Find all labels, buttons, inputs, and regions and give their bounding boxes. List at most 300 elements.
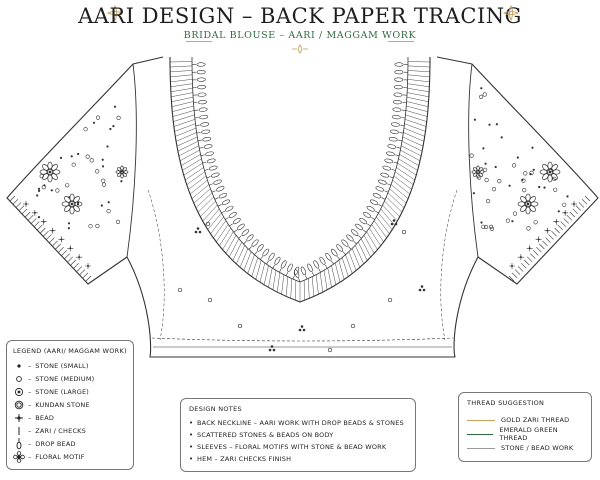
bead	[536, 236, 542, 242]
drop-bead-shape	[336, 244, 344, 253]
stone-small	[299, 329, 302, 332]
drop-bead-string	[218, 204, 222, 206]
drop-bead	[198, 137, 212, 143]
drop-bead-icon	[14, 438, 24, 450]
drop-bead	[193, 100, 206, 105]
petal	[50, 163, 58, 171]
zari-check	[80, 270, 85, 275]
drop-bead	[214, 192, 228, 201]
drop-bead-shape	[325, 252, 333, 261]
list-item: • SLEEVES – FLORAL MOTIFS WITH STONE & BEAD WORK	[189, 443, 387, 451]
zari-check	[219, 228, 230, 246]
stone-medium	[402, 230, 406, 234]
list-item: • BACK NECKLINE – AARI WORK WITH DROP BEADS & STONES	[189, 419, 404, 427]
bead	[50, 228, 56, 234]
legend-item: – DROP BEAD	[13, 437, 127, 450]
zari-check	[176, 133, 197, 142]
zari-check	[170, 66, 192, 67]
drop-bead-shape	[199, 115, 208, 119]
zari-check	[25, 212, 30, 217]
zari-check	[374, 221, 387, 238]
drop-bead	[202, 158, 216, 165]
bead-dot	[34, 212, 36, 214]
drop-bead-shape	[246, 234, 255, 242]
blouse-outline	[7, 57, 598, 357]
drop-bead-shape	[386, 151, 395, 156]
drop-bead-shape	[274, 256, 282, 265]
bead-dot	[87, 265, 89, 267]
bead	[85, 263, 91, 269]
zari-check	[400, 154, 419, 165]
zari-check	[549, 234, 554, 239]
drop-bead-string	[363, 230, 366, 232]
drop-bead-string	[203, 162, 207, 163]
stone-medium	[512, 164, 516, 168]
drop-bead-shape	[375, 186, 384, 192]
bead	[509, 263, 515, 269]
stone-cluster	[419, 285, 426, 291]
zari-check	[515, 270, 520, 275]
drop-bead-string	[375, 211, 379, 213]
drop-bead	[199, 144, 213, 150]
floral-motif-icon	[13, 451, 25, 463]
stone-medium	[65, 184, 69, 188]
petal	[122, 167, 127, 172]
bead-dot	[538, 238, 540, 240]
drop-bead	[395, 70, 408, 74]
bead	[527, 245, 533, 251]
drop-bead-shape	[355, 223, 364, 231]
notes-list	[189, 417, 407, 465]
stone-small	[419, 289, 422, 292]
stone-small	[51, 189, 53, 191]
bead-dot	[52, 230, 54, 232]
zari-check	[582, 199, 587, 204]
zari-check	[170, 62, 192, 63]
stone-small	[38, 188, 40, 190]
zari-check	[324, 270, 327, 290]
bead-dot	[78, 256, 80, 258]
drop-bead-string	[209, 184, 213, 185]
zari-check	[74, 263, 79, 268]
drop-bead-string	[286, 272, 288, 276]
zari-check	[180, 150, 200, 161]
zari-check	[194, 189, 211, 204]
bead-dot	[573, 203, 575, 205]
petal	[550, 172, 558, 180]
zari-check	[178, 141, 198, 151]
stone-small	[531, 147, 533, 149]
drop-bead-string	[382, 198, 386, 200]
zari-check	[171, 93, 193, 97]
drop-bead	[394, 85, 407, 89]
stone-small	[38, 190, 40, 192]
stone-small	[271, 345, 274, 348]
drop-bead	[192, 63, 205, 67]
zari-check	[401, 146, 421, 156]
back-neckline-work	[170, 57, 430, 302]
stone-small	[77, 203, 79, 205]
petal	[117, 172, 122, 177]
zari-check	[10, 196, 15, 201]
zari-check	[177, 137, 197, 146]
zari-check	[200, 201, 215, 217]
drop-bead	[380, 172, 394, 179]
bead	[58, 236, 64, 242]
zari-check	[213, 221, 226, 238]
drop-bead-shape	[350, 229, 359, 237]
zari-check	[521, 263, 526, 268]
bead	[41, 219, 47, 225]
zari-check	[404, 128, 425, 136]
zari-check	[407, 97, 429, 102]
zari-check	[400, 150, 420, 161]
drop-bead-shape	[199, 107, 208, 111]
stone-small	[517, 156, 519, 158]
stone-small	[395, 223, 398, 226]
drop-bead-shape	[221, 199, 230, 206]
stone-small	[195, 231, 198, 234]
drop-bead	[386, 151, 400, 157]
drop-bead-shape	[387, 144, 396, 149]
drop-bead-shape	[369, 199, 378, 206]
zari-check	[77, 266, 82, 271]
stone-medium	[238, 324, 242, 328]
drop-bead-shape	[393, 107, 402, 111]
bead	[518, 254, 524, 260]
drop-bead-string	[215, 198, 219, 200]
zari-check	[399, 159, 418, 171]
zari-check	[408, 75, 430, 77]
drop-bead-shape	[363, 211, 372, 218]
zari-check	[172, 102, 194, 107]
drop-bead	[300, 266, 309, 280]
zari-check	[539, 244, 544, 249]
stone-medium	[553, 177, 557, 181]
drop-bead-string	[325, 265, 327, 268]
motif-core	[49, 171, 52, 174]
right-armhole-seam	[469, 64, 478, 257]
drop-bead-shape	[395, 70, 403, 74]
petal	[528, 204, 536, 212]
drop-bead-shape	[319, 256, 327, 265]
drop-bead	[196, 129, 210, 134]
drop-bead	[369, 199, 382, 208]
drop-bead-shape	[232, 217, 241, 225]
drop-bead-shape	[380, 172, 389, 178]
stone-small	[391, 223, 394, 226]
stone-small	[109, 128, 111, 130]
zari-check	[390, 189, 407, 204]
drop-bead	[193, 93, 206, 97]
bead-dot	[555, 221, 557, 223]
petal	[478, 167, 483, 172]
zari-checks-icon	[14, 426, 24, 436]
zari-check	[226, 235, 236, 253]
stone-medium	[483, 93, 487, 97]
zari-check	[564, 218, 569, 223]
zari-check	[342, 258, 348, 277]
stone-medium	[506, 219, 510, 223]
bead-dot	[529, 247, 531, 249]
drop-bead-string	[389, 177, 393, 178]
drop-bead	[382, 165, 396, 172]
stone-medium	[351, 324, 355, 328]
zari-check	[173, 110, 194, 116]
zari-check	[312, 277, 314, 297]
stone-medium	[96, 116, 100, 120]
bead-dot	[43, 221, 45, 223]
drop-bead	[389, 137, 403, 143]
petal	[473, 167, 478, 172]
left-dart-line	[148, 190, 164, 340]
stone-small	[269, 349, 272, 352]
drop-bead-shape	[198, 100, 207, 104]
drop-bead-string	[234, 230, 237, 232]
zari-check	[308, 279, 309, 299]
drop-bead-shape	[213, 179, 222, 185]
zari-check	[585, 196, 590, 201]
drop-bead-shape	[287, 263, 294, 272]
zari-check	[277, 273, 280, 293]
drop-bead-string	[379, 204, 383, 206]
legend-item: – STONE (MEDIUM)	[13, 372, 127, 385]
zari-check	[205, 209, 219, 225]
drop-bead-string	[343, 252, 346, 255]
zari-check	[68, 257, 73, 262]
zari-check	[407, 93, 429, 97]
right-sleeve-work	[470, 87, 590, 281]
stone-small	[114, 106, 116, 108]
zari-check	[233, 242, 242, 261]
zari-check	[203, 205, 218, 221]
drop-bead-string	[221, 211, 225, 213]
stone-small	[121, 170, 123, 172]
zari-check	[396, 167, 415, 180]
drop-bead-string	[395, 155, 399, 156]
stone-medium	[89, 224, 93, 228]
drop-bead-string	[260, 256, 262, 259]
stone-small	[480, 221, 482, 223]
stone-small	[102, 165, 104, 167]
stone-medium	[527, 227, 531, 231]
thread-title: THREAD SUGGESTION	[467, 399, 545, 407]
drop-bead-shape	[225, 205, 234, 212]
stone-bead-swatch	[467, 448, 495, 449]
petal	[550, 163, 558, 171]
stone-small	[558, 210, 560, 212]
zari-check	[395, 172, 413, 185]
stone-small	[68, 196, 70, 198]
stone-medium	[95, 170, 99, 174]
zari-check	[28, 215, 33, 220]
floral-motif	[40, 162, 60, 182]
drop-bead	[193, 85, 206, 89]
list-item: • SCATTERED STONES & BEADS ON BODY	[189, 431, 334, 439]
zari-check	[172, 106, 194, 112]
zari-check	[579, 202, 584, 207]
thread-item: GOLD ZARI THREAD	[467, 413, 583, 427]
bead-icon	[14, 413, 24, 423]
drop-bead	[384, 158, 398, 165]
drop-bead-shape	[390, 129, 399, 134]
drop-bead	[211, 186, 225, 194]
zari-check	[393, 180, 410, 194]
drop-bead-shape	[313, 260, 320, 269]
drop-bead-string	[201, 155, 205, 156]
stone-medium	[483, 168, 487, 172]
zari-check	[316, 275, 318, 295]
drop-bead-string	[225, 218, 228, 220]
zari-check	[542, 241, 547, 246]
neckline-outer-edge	[170, 57, 430, 302]
zari-check	[50, 238, 55, 243]
zari-check	[332, 266, 336, 285]
stone-medium	[492, 187, 496, 191]
motif-core	[71, 203, 74, 206]
drop-bead	[393, 107, 406, 112]
drop-bead-string	[392, 169, 396, 170]
stone-small	[485, 163, 487, 165]
drop-bead-string	[399, 133, 403, 134]
drop-bead-shape	[216, 186, 225, 192]
drop-bead-string	[394, 162, 398, 163]
drop-bead	[387, 144, 401, 150]
stone-small	[474, 119, 476, 121]
drop-bead-shape	[218, 192, 227, 199]
zari-check	[533, 250, 538, 255]
stone-small	[36, 194, 38, 196]
drop-bead-shape	[200, 122, 209, 127]
zari-check	[175, 124, 196, 132]
zari-check	[408, 62, 430, 63]
drop-bead-string	[397, 147, 401, 148]
zari-check	[546, 238, 551, 243]
list-item: • HEM – ZARI CHECKS FINISH	[189, 455, 292, 463]
zari-check	[320, 273, 323, 293]
drop-bead-string	[212, 191, 216, 192]
zari-check	[328, 268, 332, 287]
zari-check	[364, 235, 374, 253]
drop-bead-string	[243, 241, 246, 244]
bead-dot	[69, 247, 71, 249]
legend-item: – ZARI / CHECKS	[13, 424, 127, 437]
zari-check	[379, 213, 393, 230]
stone-medium	[562, 203, 566, 207]
bead-dot	[520, 256, 522, 258]
drop-bead-shape	[198, 93, 207, 97]
stone-medium	[485, 178, 489, 182]
drop-bead-shape	[241, 228, 250, 236]
petal	[50, 172, 58, 180]
drop-bead-shape	[197, 63, 205, 67]
thread-list	[467, 413, 583, 455]
page-title: AARI DESIGN – BACK PAPER TRACING	[78, 4, 522, 28]
stone-small-icon	[14, 361, 24, 371]
zari-check	[192, 185, 209, 199]
stone-medium	[206, 222, 210, 226]
drop-bead-shape	[268, 252, 276, 261]
drop-bead	[375, 186, 389, 194]
legend-item: – STONE (LARGE)	[13, 385, 127, 398]
zari-check	[358, 242, 367, 261]
stone-medium	[72, 163, 76, 167]
drop-bead-shape	[201, 129, 210, 134]
drop-bead-shape	[251, 239, 259, 248]
stone-medium	[84, 127, 88, 131]
stone-medium	[328, 348, 332, 352]
zari-check	[573, 209, 578, 214]
zari-check	[273, 270, 276, 290]
drop-bead-shape	[341, 239, 349, 248]
drop-bead-string	[331, 261, 333, 264]
zari-check	[406, 106, 428, 112]
neckline-inner-edge	[192, 57, 408, 282]
drop-bead	[378, 179, 392, 187]
drop-bead-string	[398, 140, 402, 141]
zari-check	[34, 222, 39, 227]
stone-small	[106, 145, 108, 147]
stone-small	[509, 185, 511, 187]
drop-bead	[394, 78, 407, 82]
zari-check	[403, 137, 423, 146]
drop-bead-string	[196, 125, 200, 126]
zari-check	[408, 79, 430, 82]
stone-small	[501, 136, 503, 138]
zari-check	[561, 222, 566, 227]
zari-check	[185, 167, 204, 180]
zari-check	[170, 75, 192, 77]
zari-check	[576, 206, 581, 211]
zari-check	[216, 225, 228, 242]
zari-check	[229, 239, 239, 257]
stone-medium	[117, 116, 121, 120]
stone-medium	[534, 221, 538, 225]
stone-small	[68, 222, 70, 224]
zari-check	[286, 277, 288, 297]
petal	[528, 195, 536, 203]
petal	[541, 163, 549, 171]
drop-bead-shape	[280, 260, 287, 269]
drop-bead-string	[197, 133, 201, 134]
petal	[72, 195, 80, 203]
drop-bead-string	[348, 247, 351, 250]
stone-small	[197, 227, 200, 230]
stone-medium	[90, 159, 94, 163]
stone-large-icon	[14, 387, 24, 397]
drop-bead-string	[254, 252, 257, 255]
zari-check	[295, 280, 296, 300]
zari-check	[403, 133, 424, 142]
zari-check	[361, 239, 371, 257]
zari-check	[43, 231, 48, 236]
zari-check	[372, 225, 384, 242]
stone-small	[112, 125, 114, 127]
zari-check	[335, 263, 340, 282]
stone-medium	[208, 298, 212, 302]
drop-bead-shape	[394, 78, 403, 82]
zari-check	[402, 141, 422, 151]
kundan-stone-icon	[14, 400, 24, 410]
zari-check	[190, 180, 207, 194]
stone-small	[423, 289, 426, 292]
stone-medium	[553, 188, 557, 192]
drop-bead-shape	[204, 144, 213, 149]
drop-bead	[208, 179, 222, 187]
drop-bead-string	[387, 184, 391, 185]
stone-medium	[498, 179, 502, 183]
subtitle-ornament-icon	[292, 44, 308, 54]
